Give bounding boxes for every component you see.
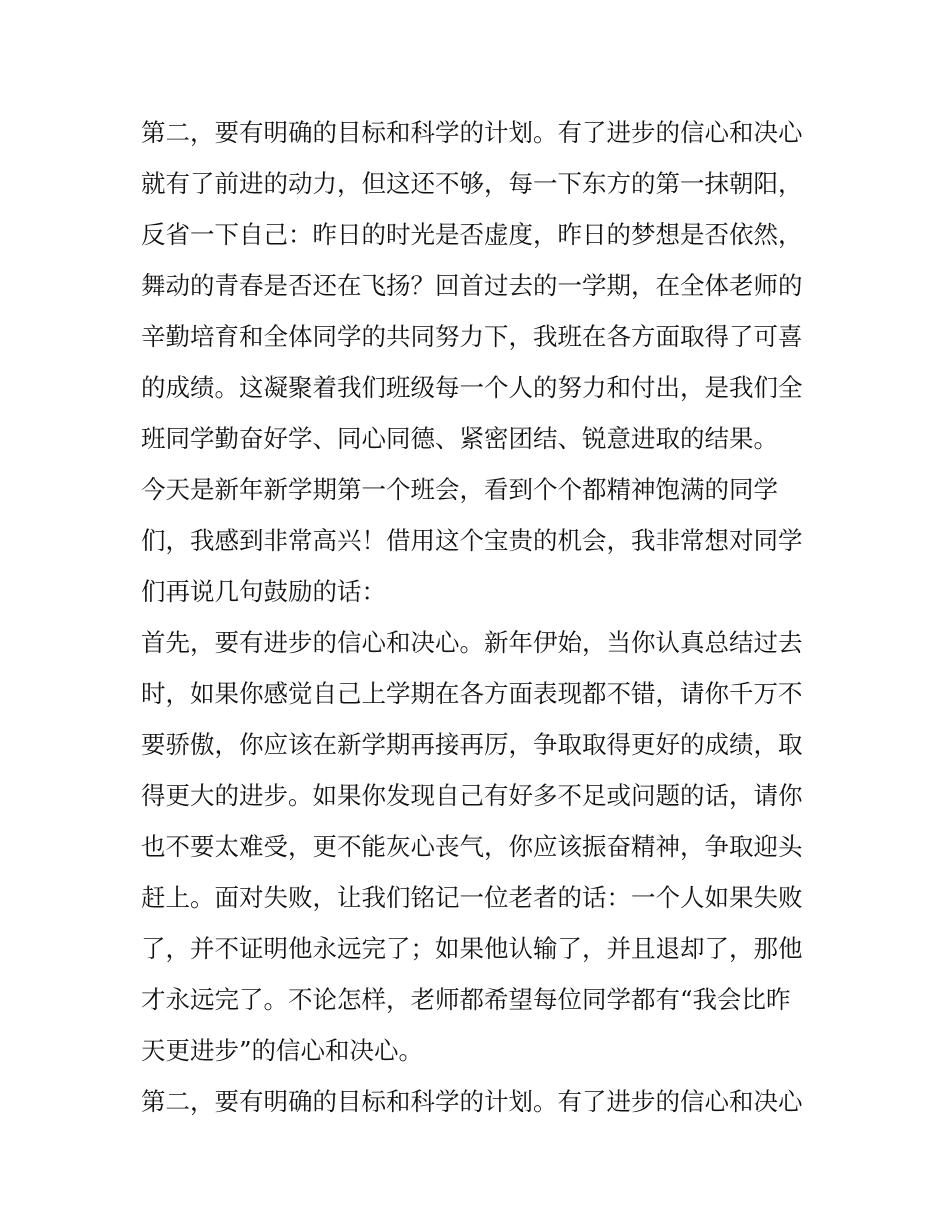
body-text (141, 107, 821, 1127)
text-line: 班同学勤奋好学、同心同德、紧密团结、锐意进取的结果。 (141, 424, 778, 453)
text-line: 要骄傲，你应该在新学期再接再厉，争取取得更好的成绩，取 (141, 730, 803, 759)
text-line: 今天是新年新学期第一个班会，看到个个都精神饱满的同学 (141, 475, 778, 504)
text-line: 赶上。面对失败，让我们铭记一位老者的话：一个人如果失败 (141, 883, 803, 912)
text-line: 天更进步”的信心和决心。 (141, 1036, 424, 1065)
text-line: 也不要太难受，更不能灰心丧气，你应该振奋精神，争取迎头 (141, 832, 803, 861)
text-line: 第二，要有明确的目标和科学的计划。有了进步的信心和决心 (141, 118, 803, 147)
text-line: 第二，要有明确的目标和科学的计划。有了进步的信心和决心 (141, 1087, 803, 1116)
text-line: 得更大的进步。如果你发现自己有好多不足或问题的话，请你 (141, 781, 803, 810)
text-line: 首先，要有进步的信心和决心。新年伊始，当你认真总结过去 (141, 628, 803, 657)
text-line: 就有了前进的动力，但这还不够，每一下东方的第一抹朝阳， (141, 169, 803, 198)
text-line: 的成绩。这凝聚着我们班级每一个人的努力和付出，是我们全 (141, 373, 803, 402)
text-line: 时，如果你感觉自己上学期在各方面表现都不错，请你千万不 (141, 679, 803, 708)
text-line: 了，并不证明他永远完了；如果他认输了，并且退却了，那他 (141, 934, 803, 963)
text-line: 反省一下自己：昨日的时光是否虚度，昨日的梦想是否依然， (141, 220, 803, 249)
text-line: 舞动的青春是否还在飞扬？回首过去的一学期，在全体老师的 (141, 271, 803, 300)
text-line: 们，我感到非常高兴！借用这个宝贵的机会，我非常想对同学 (141, 526, 803, 555)
text-line: 辛勤培育和全体同学的共同努力下，我班在各方面取得了可喜 (141, 322, 803, 351)
text-line: 才永远完了。不论怎样，老师都希望每位同学都有“我会比昨 (141, 985, 791, 1014)
text-line: 们再说几句鼓励的话： (141, 577, 386, 606)
